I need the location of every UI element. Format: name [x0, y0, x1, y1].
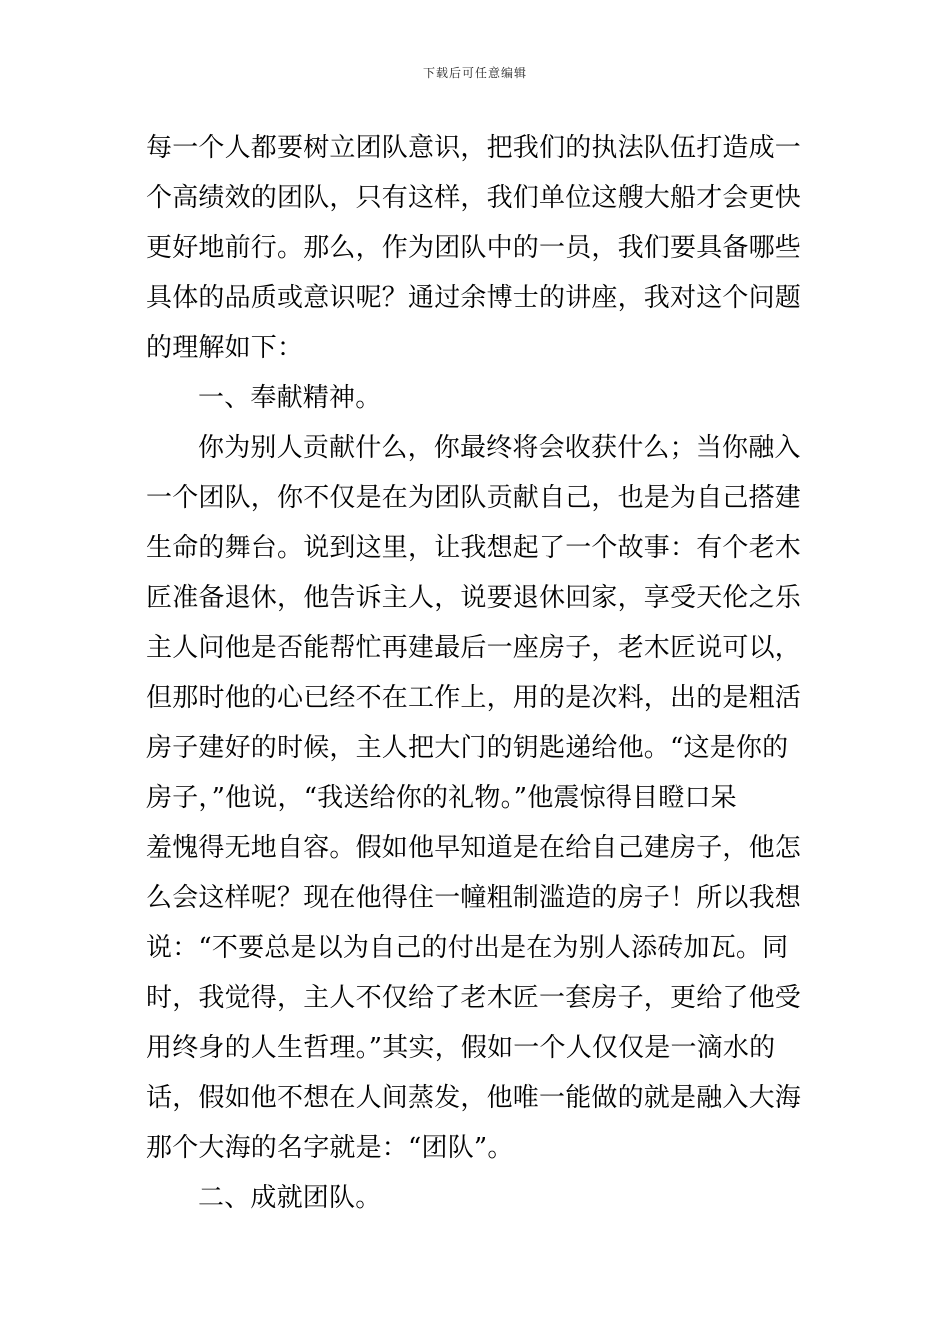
text-line-16: 么会这样呢？现在他得住一幢粗制滥造的房子！所以我想: [146, 883, 802, 913]
text-line-1: 每一个人都要树立团队意识，把我们的执法队伍打造成一: [146, 133, 802, 163]
text-line-14: 房子，”他说，“我送给你的礼物。”他震惊得目瞪口呆: [146, 783, 737, 813]
text-line-13: 房子建好的时候，主人把大门的钥匙递给他。“这是你的: [146, 733, 789, 763]
text-line-21: 那个大海的名字就是：“团队”。: [146, 1133, 514, 1163]
text-line-18: 时，我觉得，主人不仅给了老木匠一套房子，更给了他受: [146, 983, 802, 1013]
text-line-15: 羞愧得无地自容。假如他早知道是在给自己建房子，他怎: [146, 833, 802, 863]
text-line-17: 说：“不要总是以为自己的付出是在为别人添砖加瓦。同: [146, 933, 789, 963]
text-line-8: 一个团队，你不仅是在为团队贡献自己，也是为自己搭建: [146, 483, 802, 513]
text-line-3: 更好地前行。那么，作为团队中的一员，我们要具备哪些: [146, 233, 802, 263]
text-line-4: 具体的品质或意识呢？通过余博士的讲座，我对这个问题: [146, 283, 802, 313]
text-line-20: 话，假如他不想在人间蒸发，他唯一能做的就是融入大海: [146, 1083, 802, 1113]
text-line-7: 你为别人贡献什么，你最终将会收获什么；当你融入: [198, 433, 801, 463]
text-line-5: 的理解如下：: [146, 333, 304, 363]
section-heading-1: 一、奉献精神。: [198, 383, 382, 413]
text-line-10: 匠准备退休，他告诉主人，说要退休回家，享受天伦之乐: [146, 583, 802, 613]
page-header: 下载后可任意编辑: [422, 66, 527, 80]
text-line-11: 主人问他是否能帮忙再建最后一座房子，老木匠说可以，: [146, 633, 802, 663]
text-line-9: 生命的舞台。说到这里，让我想起了一个故事：有个老木: [146, 533, 802, 563]
text-line-2: 个高绩效的团队，只有这样，我们单位这艘大船才会更快: [146, 183, 802, 213]
text-line-19: 用终身的人生哲理。”其实，假如一个人仅仅是一滴水的: [146, 1033, 776, 1063]
section-heading-2: 二、成就团队。: [198, 1183, 382, 1213]
text-line-12: 但那时他的心已经不在工作上，用的是次料，出的是粗活: [146, 683, 802, 713]
